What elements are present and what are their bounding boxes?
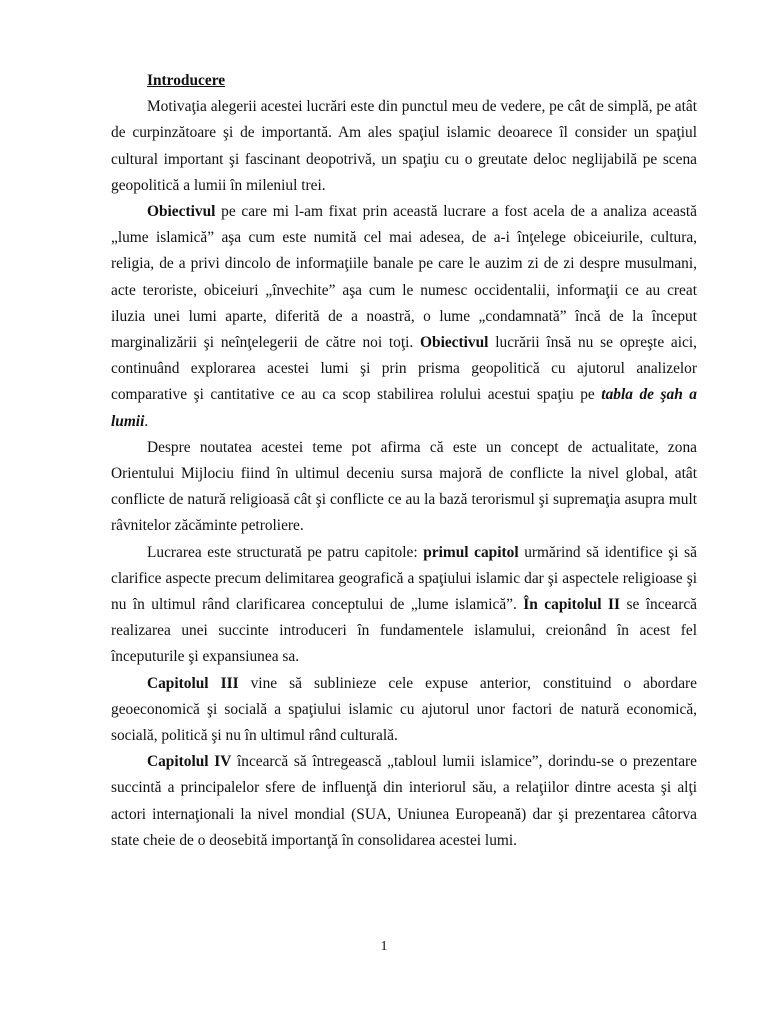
paragraph-text: Despre noutatea acestei teme pot afirma că este un concept de actualitate, zona Orientului Mijlociu fiind în ultimul deceniu sursa majoră de conflicte la nivel global, atât conflicte de natură religioasă cât şi conflicte ce au la bază terorismul şi supremaţia asupra mult râvnitelor zăcăminte petroliere. [111,438,697,535]
body-paragraph [111,540,697,671]
body-paragraph [111,749,697,854]
paragraph-text: încearcă să întregească „tabloul lumii islamice”, dorindu-se o prezentare succintă a principalelor sfere de influenţă din interiorul său, a relaţiilor dintre acesta şi alţi actori internaţionali la nivel mondial (SUA, Uniunea Europeană) dar şi prezentarea câtorva state cheie de o deosebită importanţă în consolidarea acestei lumi. [111,753,697,849]
paragraph-text: Motivaţia alegerii acestei lucrări este din punctul meu de vedere, pe cât de simplă, pe atât de curpinzătoare şi de importantă. Am ales spaţiul islamic deoarece îl consider un spaţiul cultural important şi fascinant deopotrivă, un spaţiu cu o greutate deloc neglijabilă pe scena geopolitică a lumii în mileniul trei. [111,98,697,194]
bold-text: Capitolul IV [147,753,232,771]
bold-text: Obiectivul [147,203,216,221]
paragraph-text: . [144,412,149,430]
bold-text: Obiectivul [420,334,489,352]
bold-text: primul capitol [423,543,519,561]
paragraph-text: lucrării însă nu se opreşte aici, continuând explorarea acestei lumi şi prin prisma geopolitică cu ajutorul analizelor comparative şi cantitative ce au ca scop stabilirea rolului acestui spaţiu pe [111,334,697,404]
body-paragraph [111,671,697,750]
paragraph-text: se încearcă realizarea unei succinte introduceri în fundamentele islamului, creionând în acest fel începuturile şi expansiunea sa. [111,596,697,666]
body-paragraph [111,199,697,435]
paragraph-text: vine să sublinieze cele expuse anterior, constituind o abordare geoeconomică şi socială a spaţiului islamic cu ajutorul unor factori de natură economică, socială, politică şi nu în ultimul rând culturală. [111,674,697,745]
paragraph-text: pe care mi l-am fixat prin această lucrare a fost acela de a analiza această „lume islamică” aşa cum este numită cel mai adesea, de a-i înţelege obiceiurile, cultura, religia, de a privi dincolo de informaţiile banale pe care le auzim zi de zi despre musulmani, acte teroriste, obiceiuri „învechite” aşa cum le numesc occidentalii, informaţii ce au creat iluzia unei lumi aparte, diferită de a noastră, o lume „condamnată” încă de la început marginalizării şi neînţelegerii de către noi toţi. [111,203,697,352]
body-paragraph [111,435,697,540]
paragraphs-container [111,94,697,854]
bold-text: Capitolul III [147,674,239,692]
paragraph-text: urmărind să identifice şi să clarifice aspecte precum delimitarea geografică a spaţiului islamic dar şi aspectele religioase şi nu în ultimul rând clarificarea conceptului de „lume islamică”. [111,543,697,614]
page-number: 1 [380,939,388,954]
document-body [111,68,697,854]
bold-italic-text: tabla de şah a lumii [111,386,697,430]
bold-text: În capitolul II [523,596,621,614]
section-heading: Introducere [147,72,226,89]
body-paragraph [111,94,697,199]
paragraph-text: Lucrarea este structurată pe patru capitole: [147,543,424,561]
